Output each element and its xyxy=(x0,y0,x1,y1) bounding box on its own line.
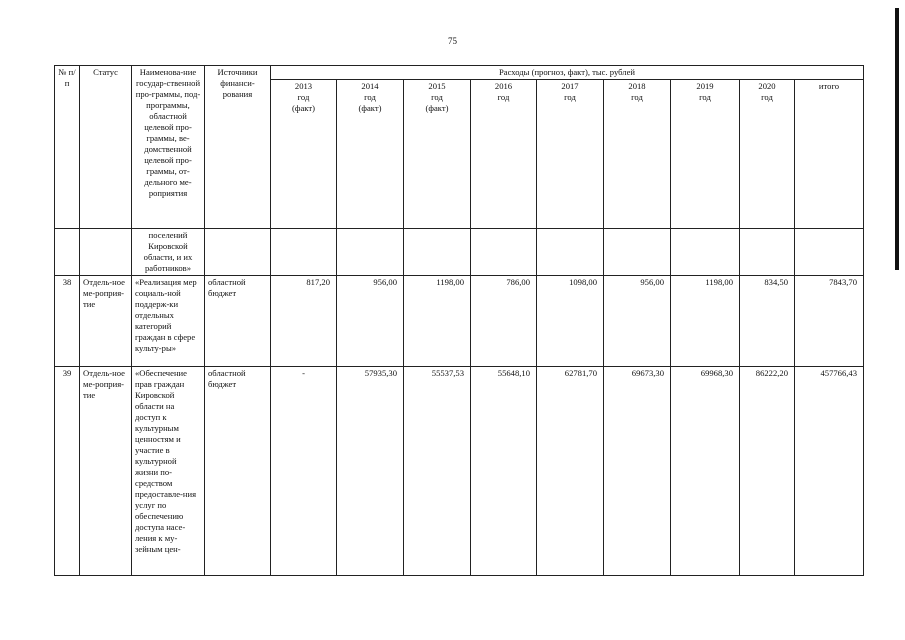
row-value-2017: 1098,00 xyxy=(537,276,604,367)
row-value-2015: 1198,00 xyxy=(404,276,471,367)
header-year-2014: 2014 год (факт) xyxy=(337,80,404,229)
row-name: «Реализация мер социаль-ной поддерж-ки отдельных категорий граждан в сфере культу-ры» xyxy=(132,276,205,367)
table-row xyxy=(55,276,864,367)
row-value-2015: 55537,53 xyxy=(404,367,471,576)
scan-edge-bar xyxy=(895,8,899,270)
row-source: областной бюджет xyxy=(205,276,271,367)
row-total: 457766,43 xyxy=(795,367,864,576)
header-year-2013: 2013 год (факт) xyxy=(271,80,337,229)
budget-table xyxy=(54,65,864,576)
header-no: № п/п xyxy=(55,66,80,229)
row-value-2018: 69673,30 xyxy=(604,367,671,576)
header-row-top xyxy=(55,66,864,80)
table-row-continuation xyxy=(55,229,864,276)
row-value-2019: 1198,00 xyxy=(671,276,740,367)
continuation-name: поселений Кировской области, и их работников» xyxy=(132,229,205,276)
row-value-2019: 69968,30 xyxy=(671,367,740,576)
header-status: Статус xyxy=(80,66,132,229)
row-value-2014: 956,00 xyxy=(337,276,404,367)
row-value-2018: 956,00 xyxy=(604,276,671,367)
page-number: 75 xyxy=(448,36,457,46)
row-value-2014: 57935,30 xyxy=(337,367,404,576)
header-year-2015: 2015 год (факт) xyxy=(404,80,471,229)
row-no: 39 xyxy=(55,367,80,576)
row-no: 38 xyxy=(55,276,80,367)
header-year-2020: 2020 год xyxy=(740,80,795,229)
header-expenses-group: Расходы (прогноз, факт), тыс. рублей xyxy=(271,66,864,80)
header-year-2018: 2018 год xyxy=(604,80,671,229)
header-year-2017: 2017 год xyxy=(537,80,604,229)
table-row xyxy=(55,367,864,576)
header-source: Источники финанси-рования xyxy=(205,66,271,229)
header-total: итого xyxy=(795,80,864,229)
row-status: Отдель-ное ме-роприя-тие xyxy=(80,367,132,576)
row-value-2013: 817,20 xyxy=(271,276,337,367)
row-value-2016: 786,00 xyxy=(471,276,537,367)
row-status: Отдель-ное ме-роприя-тие xyxy=(80,276,132,367)
row-value-2013: - xyxy=(271,367,337,576)
row-value-2020: 86222,20 xyxy=(740,367,795,576)
row-source: областной бюджет xyxy=(205,367,271,576)
row-value-2017: 62781,70 xyxy=(537,367,604,576)
row-total: 7843,70 xyxy=(795,276,864,367)
row-value-2016: 55648,10 xyxy=(471,367,537,576)
header-year-2019: 2019 год xyxy=(671,80,740,229)
row-value-2020: 834,50 xyxy=(740,276,795,367)
row-name: «Обеспечение прав граждан Кировской области на доступ к культурным ценностям и участие в культурной жизни по-средством предоставле-ния услуг по обеспечению доступа насе-ления к му-зейным цен- xyxy=(132,367,205,576)
header-name: Наименова-ние государ-ственной про-граммы, под-программы, областной целевой про-граммы, ве-домственной целевой про-граммы, от-дельного ме-роприятия xyxy=(132,66,205,229)
header-year-2016: 2016 год xyxy=(471,80,537,229)
